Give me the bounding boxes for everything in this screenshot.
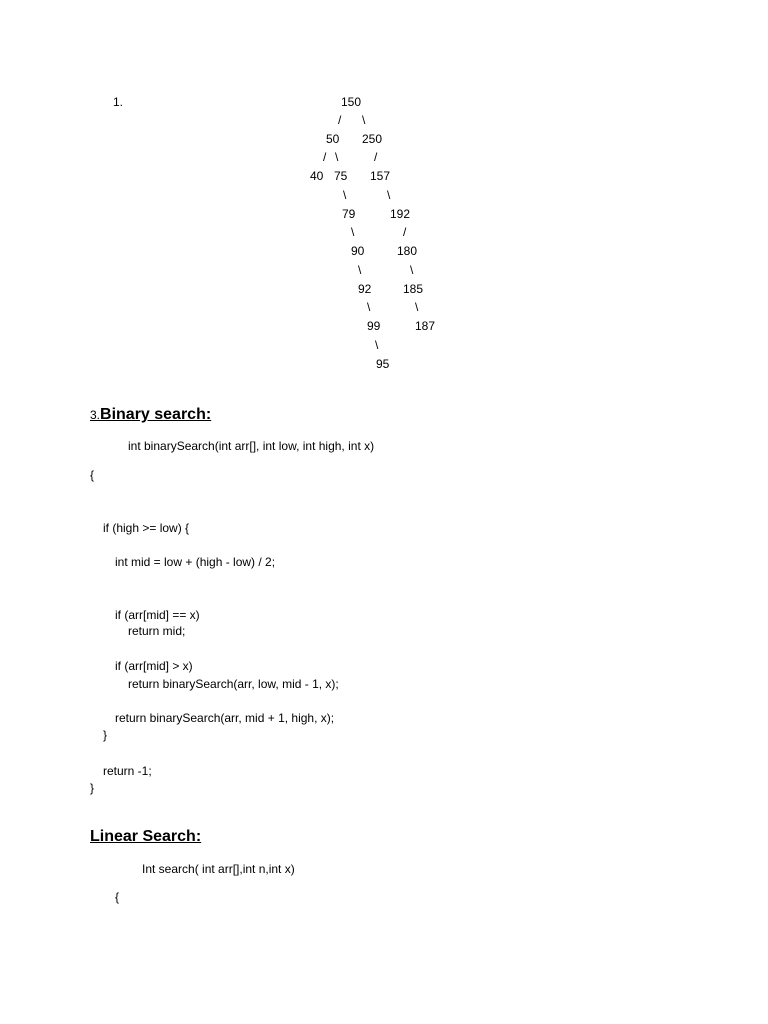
tree-edge: /	[374, 150, 378, 164]
tree-node-79: 79	[342, 207, 356, 221]
binary-search-heading	[90, 406, 211, 424]
linear-search-heading: Linear Search:	[90, 828, 202, 845]
code-line: }	[103, 728, 108, 742]
tree-edge: \	[375, 338, 379, 352]
tree-node-92: 92	[358, 282, 372, 296]
tree-node-50: 50	[326, 132, 340, 146]
binary-search-signature: int binarySearch(int arr[], int low, int high, int x)	[128, 439, 375, 453]
linear-search-signature: Int search( int arr[],int n,int x)	[142, 862, 295, 876]
code-line: return mid;	[128, 624, 186, 638]
tree-node-185: 185	[403, 282, 424, 296]
code-line: if (high >= low) {	[103, 521, 190, 535]
code-line: if (arr[mid] == x)	[115, 608, 200, 622]
code-close-brace: }	[90, 781, 95, 795]
tree-edge: \	[335, 150, 339, 164]
tree-node-192: 192	[390, 207, 411, 221]
tree-edge: /	[403, 225, 407, 239]
tree-edge: \	[410, 263, 414, 277]
code-line: return binarySearch(arr, mid + 1, high, x);	[115, 711, 335, 725]
list-marker: 1.	[113, 95, 124, 109]
code-line: return -1;	[103, 764, 152, 778]
tree-node-99: 99	[367, 319, 381, 333]
tree-node-90: 90	[351, 244, 365, 258]
tree-edge: \	[367, 300, 371, 314]
tree-edge: \	[351, 225, 355, 239]
tree-edge: /	[323, 150, 327, 164]
code-line: return binarySearch(arr, low, mid - 1, x);	[128, 677, 339, 691]
binary-search-title: Binary search:	[100, 406, 212, 423]
code-open-brace: {	[90, 468, 95, 482]
tree-edge: \	[415, 300, 419, 314]
tree-node-40: 40	[310, 169, 324, 183]
tree-edge: \	[387, 188, 391, 202]
tree-node-75: 75	[334, 169, 348, 183]
tree-edge: \	[358, 263, 362, 277]
code-line: if (arr[mid] > x)	[115, 659, 193, 673]
code-open-brace: {	[115, 890, 120, 904]
tree-node-250: 250	[362, 132, 383, 146]
tree-node-150: 150	[341, 95, 362, 109]
tree-edge: \	[362, 113, 366, 127]
tree-node-187: 187	[415, 319, 436, 333]
tree-edge: /	[338, 113, 342, 127]
section-number: 3.	[90, 408, 101, 422]
tree-edge: \	[343, 188, 347, 202]
tree-node-157: 157	[370, 169, 391, 183]
code-line: int mid = low + (high - low) / 2;	[115, 555, 276, 569]
tree-node-95: 95	[376, 357, 390, 371]
tree-node-180: 180	[397, 244, 418, 258]
